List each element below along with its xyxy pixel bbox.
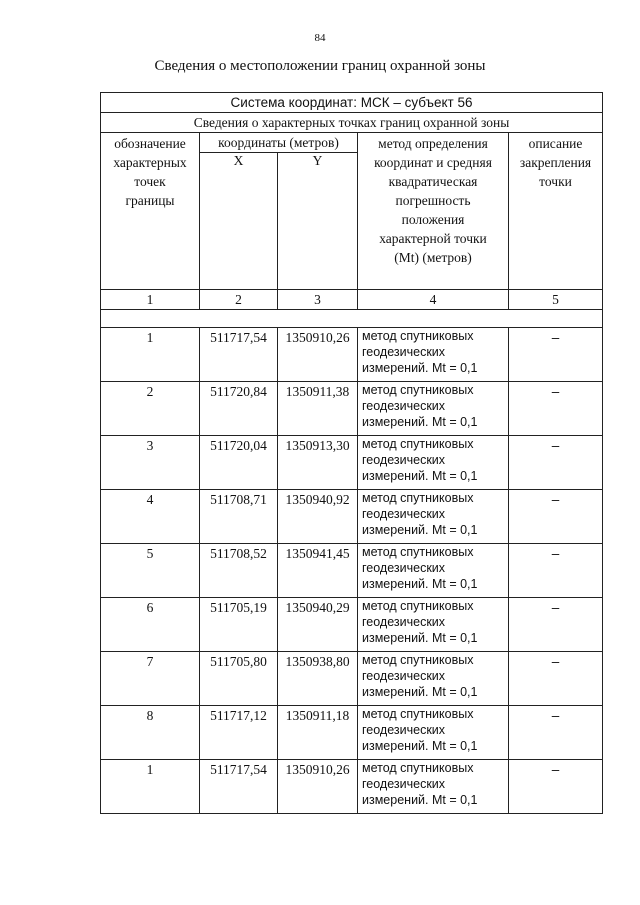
coordinate-system-label: Система координат: МСК – субъект 56 (101, 93, 603, 113)
coordinate-x: 511720,04 (200, 436, 278, 490)
section-title: Сведения о характерных точках границ охранной зоны (101, 113, 603, 133)
method-cell (358, 760, 509, 814)
method-line: геодезических (362, 399, 446, 413)
description-cell: – (509, 382, 603, 436)
method-cell (358, 382, 509, 436)
table-row (101, 652, 603, 706)
table-row (101, 598, 603, 652)
coordinate-x: 511717,12 (200, 706, 278, 760)
coordinate-y: 1350940,92 (278, 490, 358, 544)
method-line: измерений. Mt = 0,1 (362, 793, 478, 807)
method-line: метод спутниковых (362, 707, 474, 721)
coordinate-x: 511720,84 (200, 382, 278, 436)
method-line: измерений. Mt = 0,1 (362, 685, 478, 699)
column-number: 4 (358, 290, 509, 310)
header-designation: обозначение характерных точек границы (101, 133, 200, 290)
method-line: геодезических (362, 615, 446, 629)
coordinate-y: 1350911,38 (278, 382, 358, 436)
method-line: измерений. Mt = 0,1 (362, 361, 478, 375)
description-cell: – (509, 706, 603, 760)
coordinate-x: 511708,52 (200, 544, 278, 598)
column-number: 1 (101, 290, 200, 310)
method-line: метод спутниковых (362, 653, 474, 667)
point-designation: 8 (101, 706, 200, 760)
description-cell: – (509, 436, 603, 490)
page-number: 84 (314, 32, 326, 44)
point-designation: 3 (101, 436, 200, 490)
method-line: геодезических (362, 777, 446, 791)
table-row (101, 760, 603, 814)
table-row (101, 328, 603, 382)
empty-row (101, 310, 603, 328)
method-line: геодезических (362, 723, 446, 737)
method-line: метод спутниковых (362, 437, 474, 451)
method-line: метод спутниковых (362, 599, 474, 613)
coordinate-y: 1350910,26 (278, 328, 358, 382)
table-row (101, 706, 603, 760)
method-line: измерений. Mt = 0,1 (362, 469, 478, 483)
coordinate-x: 511705,80 (200, 652, 278, 706)
document-title: Сведения о местоположении границ охранной зоны (154, 58, 486, 74)
method-cell (358, 706, 509, 760)
coordinate-y: 1350910,26 (278, 760, 358, 814)
header-x: X (200, 153, 278, 290)
description-cell: – (509, 490, 603, 544)
method-cell (358, 328, 509, 382)
coordinate-y: 1350938,80 (278, 652, 358, 706)
coordinate-y: 1350940,29 (278, 598, 358, 652)
method-cell (358, 436, 509, 490)
method-line: метод спутниковых (362, 491, 474, 505)
method-cell (358, 544, 509, 598)
method-cell (358, 598, 509, 652)
table-row (101, 544, 603, 598)
column-number: 3 (278, 290, 358, 310)
coordinate-y: 1350913,30 (278, 436, 358, 490)
coordinate-y: 1350911,18 (278, 706, 358, 760)
coordinate-x: 511717,54 (200, 328, 278, 382)
point-designation: 5 (101, 544, 200, 598)
method-line: измерений. Mt = 0,1 (362, 631, 478, 645)
method-line: измерений. Mt = 0,1 (362, 577, 478, 591)
method-line: метод спутниковых (362, 329, 474, 343)
boundary-points-table (100, 92, 603, 814)
column-number: 5 (509, 290, 603, 310)
header-description: описание закрепления точки (509, 133, 603, 290)
header-method: метод определения координат и средняя квадратическая погрешность положения характерной точки (Mt) (метров) (358, 133, 509, 290)
method-line: геодезических (362, 669, 446, 683)
description-cell: – (509, 598, 603, 652)
point-designation: 7 (101, 652, 200, 706)
method-line: измерений. Mt = 0,1 (362, 739, 478, 753)
coordinate-x: 511705,19 (200, 598, 278, 652)
point-designation: 6 (101, 598, 200, 652)
method-line: измерений. Mt = 0,1 (362, 415, 478, 429)
point-designation: 2 (101, 382, 200, 436)
method-line: метод спутниковых (362, 383, 474, 397)
header-y: Y (278, 153, 358, 290)
description-cell: – (509, 652, 603, 706)
method-line: геодезических (362, 453, 446, 467)
method-line: геодезических (362, 507, 446, 521)
table-body (101, 328, 603, 814)
point-designation: 1 (101, 328, 200, 382)
table-row (101, 490, 603, 544)
table-row (101, 382, 603, 436)
point-designation: 4 (101, 490, 200, 544)
method-line: геодезических (362, 561, 446, 575)
coordinate-x: 511708,71 (200, 490, 278, 544)
method-line: метод спутниковых (362, 761, 474, 775)
column-number: 2 (200, 290, 278, 310)
method-line: метод спутниковых (362, 545, 474, 559)
method-cell (358, 652, 509, 706)
table-row (101, 436, 603, 490)
description-cell: – (509, 328, 603, 382)
method-cell (358, 490, 509, 544)
coordinate-y: 1350941,45 (278, 544, 358, 598)
description-cell: – (509, 760, 603, 814)
description-cell: – (509, 544, 603, 598)
method-line: измерений. Mt = 0,1 (362, 523, 478, 537)
header-coordinates: координаты (метров) (200, 133, 358, 153)
point-designation: 1 (101, 760, 200, 814)
coordinate-x: 511717,54 (200, 760, 278, 814)
method-line: геодезических (362, 345, 446, 359)
